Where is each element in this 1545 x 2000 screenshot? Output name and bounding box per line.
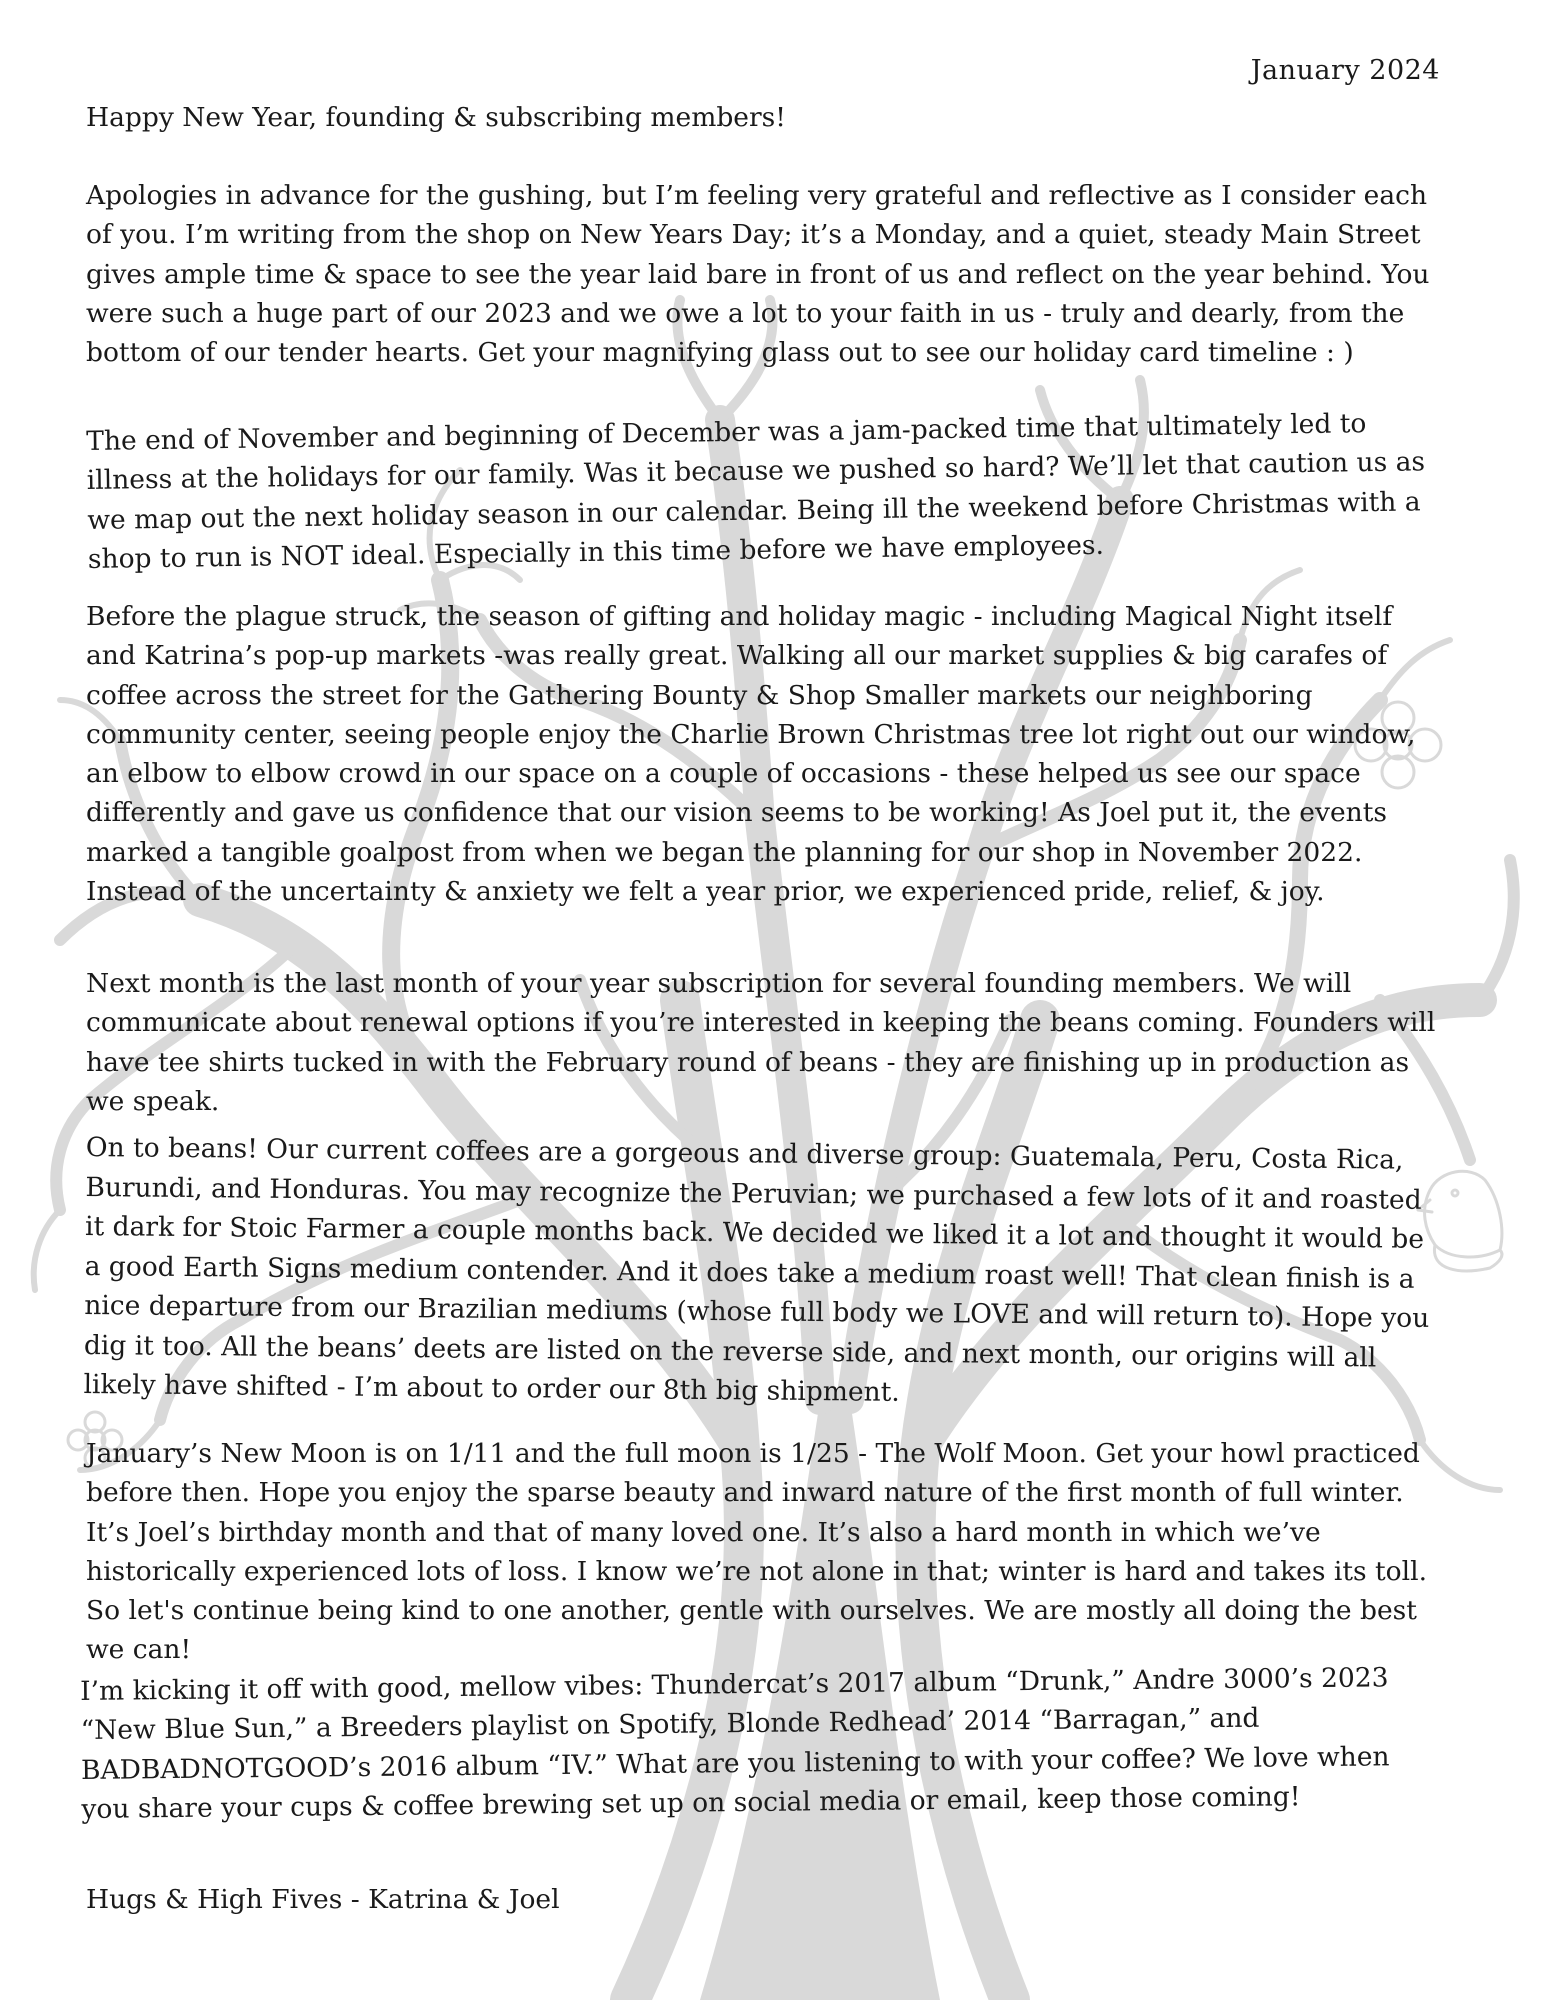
paragraph-holiday-markets: Before the plague struck, the season of gifting and holiday magic - including Magical Night itself and Katrina’s pop-up markets -was really great. Walking all our market supplies & big carafes of coffee across the street for the Gathering Bounty & Shop Smaller markets our neighboring community center, seeing people enjoy the Charlie Brown Christmas tree lot right out our window, an elbow to elbow crowd in our space on a couple of occasions - these helped us see our space differently and gave us confidence that our vision seems to be working! As Joel put it, the events marked a tangible goalpost from when we began the planning for our shop in November 2022. Instead of the uncertainty & anxiety we felt a year prior, we experienced pride, relief, & joy. [86,601,1416,908]
signoff: Hugs & High Fives - Katrina & Joel [86,1884,560,1915]
greeting: Happy New Year, founding & subscribing members! [86,102,786,133]
letter-date: January 2024 [1250,55,1440,86]
paragraph-beans: On to beans! Our current coffees are a gorgeous and diverse group: Guatemala, Peru, Costa Rica, Burundi, and Honduras. You may recognize the Peruvian; we purchased a few lots of it and roasted it dark for Stoic Farmer a couple months back. We decided we liked it a lot and thought it would be a good Earth Signs medium contender. And it does take a medium roast well! That clean finish is a nice departure from our Brazilian mediums (whose full body we LOVE and will return to). Hope you dig it too. All the beans’ deets are listed on the reverse side, and next month, our origins will all likely have shifted - I’m about to order our 8th big shipment. [83,1131,1430,1408]
paragraph-gratitude: Apologies in advance for the gushing, but I’m feeling very grateful and reflective as I consider each of you. I’m writing from the shop on New Years Day; it’s a Monday, and a quiet, steady Main Street gives ample time & space to see the year laid bare in front of us and reflect on the year behind. You were such a huge part of our 2023 and we owe a lot to your faith in us - truly and dearly, from the bottom of our tender hearts. Get your magnifying glass out to see our holiday card timeline : ) [86,180,1430,369]
paragraph-music: I’m kicking it off with good, mellow vibes: Thundercat’s 2017 album “Drunk,” Andre 3000’s 2023 “New Blue Sun,” a Breeders playlist on Spotify, Blonde Redhead’ 2014 “Barragan,” and BADBADNOTGOOD’s 2016 album “IV.” What are you listening to with your coffee? We love when you share your cups & coffee brewing set up on social media or email, keep those coming! [80,1662,1390,1825]
paragraph-holiday-illness: The end of November and beginning of December was a jam-packed time that ultimately led to illness at the holidays for our family. Was it because we pushed so hard? We’ll let that caution us as we map out the next holiday season in our calendar. Being ill the weekend before Christmas with a shop to run is NOT ideal. Especially in this time before we have employees. [86,408,1426,575]
paragraph-moon-winter: January’s New Moon is on 1/11 and the full moon is 1/25 - The Wolf Moon. Get your howl practiced before then. Hope you enjoy the sparse beauty and inward nature of the first month of full winter. It’s Joel’s birthday month and that of many loved one. It’s also a hard month in which we’ve historically experienced lots of loss. I know we’re not alone in that; winter is hard and takes its toll. So let's continue being kind to one another, gentle with ourselves. We are mostly all doing the best we can! [86,1438,1427,1666]
paragraph-subscription-renewal: Next month is the last month of your year subscription for several founding members. We will communicate about renewal options if you’re interested in keeping the beans coming. Founders will have tee shirts tucked in with the February round of beans - they are finishing up in production as we speak. [86,968,1436,1117]
